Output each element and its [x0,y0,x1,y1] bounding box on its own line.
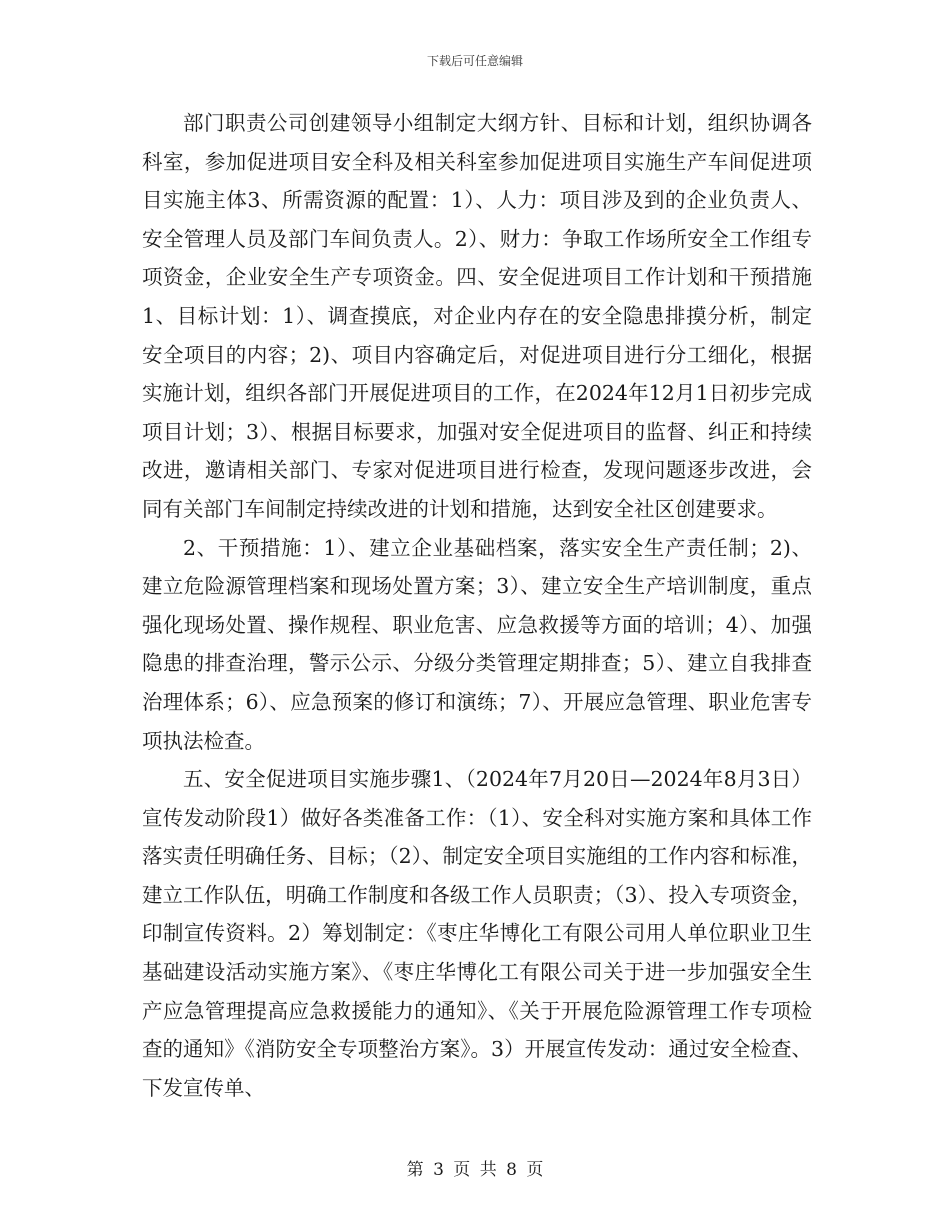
page-header-note: 下载后可任意编辑 [426,54,523,68]
page-number: 第 3 页 共 8 页 [406,1160,544,1180]
paragraph-implementation-steps: 五、安全促进项目实施步骤1、（2024年7月20日—2024年8月3日）宣传发动阶段1）做好各类准备工作：（1）、安全科对实施方案和具体工作落实责任明确任务、目标；（2）、制定安全项目实施组的工作内容和标准，建立工作队伍，明确工作制度和各级工作人员职责；（3）、投入专项资金，印制宣传资料。2）筹划制定：《枣庄华博化工有限公司用人单位职业卫生基础建设活动实施方案》、《枣庄华博化工有限公司关于进一步加强安全生产应急管理提高应急救援能力的通知》、《关于开展危险源管理工作专项检查的通知》《消防安全专项整治方案》。3）开展宣传发动：通过安全检查、下发宣传单、 [142,767,812,1100]
paragraph-intervention-measures: 2、干预措施：1）、建立企业基础档案，落实安全生产责任制；2)、建立危险源管理档案和现场处置方案；3）、建立安全生产培训制度，重点强化现场处置、操作规程、职业危害、应急救援等方面的培训；4）、加强隐患的排查治理，警示公示、分级分类管理定期排查；5）、建立自我排查治理体系；6）、应急预案的修订和演练；7）、开展应急管理、职业危害专项执法检查。 [142,535,812,753]
paragraph-responsibilities-and-plan: 部门职责公司创建领导小组制定大纲方针、目标和计划，组织协调各科室，参加促进项目安全科及相关科室参加促进项目实施生产车间促进项目实施主体3、所需资源的配置：1）、人力：项目涉及到的企业负责人、安全管理人员及部门车间负责人。2）、财力：争取工作场所安全工作组专项资金，企业安全生产专项资金。四、安全促进项目工作计划和干预措施1、目标计划：1）、调查摸底，对企业内存在的安全隐患排摸分析，制定安全项目的内容；2)、项目内容确定后，对促进项目进行分工细化，根据实施计划，组织各部门开展促进项目的工作，在2024年12月1日初步完成项目计划；3）、根据目标要求，加强对安全促进项目的监督、纠正和持续改进，邀请相关部门、专家对促进项目进行检查，发现问题逐步改进，会同有关部门车间制定持续改进的计划和措施，达到安全社区创建要求。 [142,111,812,521]
document-body [142,104,812,1107]
